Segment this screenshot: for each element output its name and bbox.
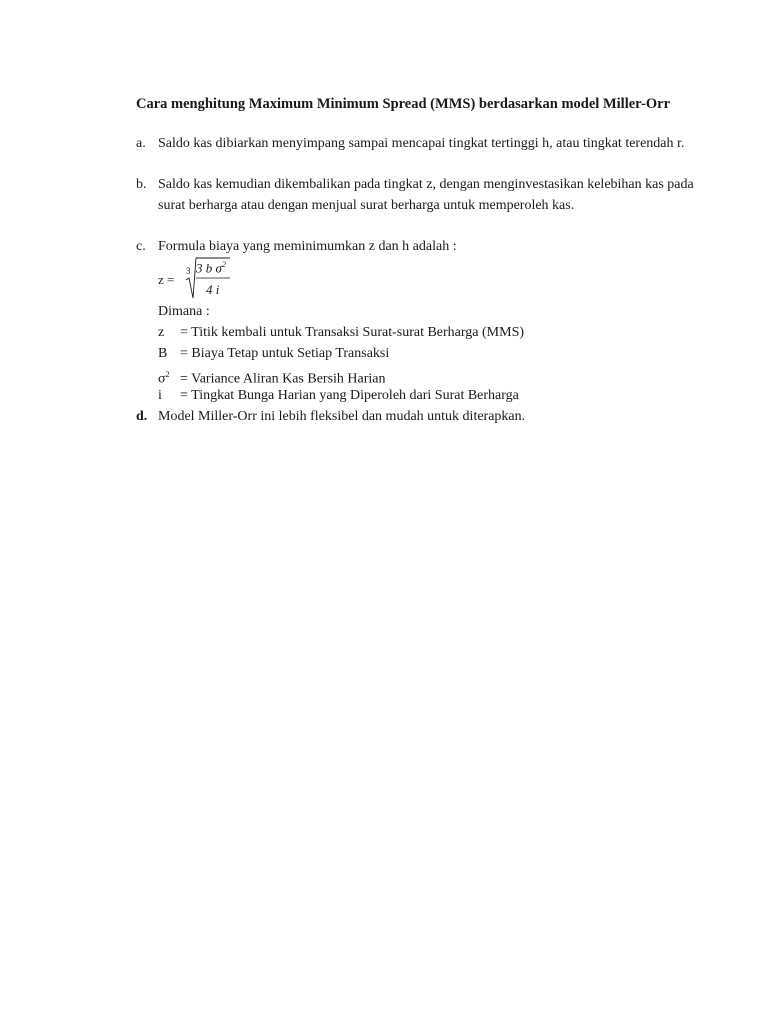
list-item-b [136,175,696,216]
definition-row [158,344,389,365]
list-item-d [136,407,696,428]
definition-text: = Variance Aliran Kas Bersih Harian [180,371,386,387]
list-item-text: Saldo kas kemudian dikembalikan pada tingkat z, dengan menginvestasikan kelebihan kas pada surat berharga atau dengan menjual surat berharga untuk memperoleh kas. [158,177,694,213]
definition-row [158,323,524,344]
formula-denominator: 4 i [206,282,220,297]
list-item-c [136,237,696,258]
numerator-text: 3 b σ [196,260,222,276]
numerator-exponent: 2 [221,260,226,269]
definition-symbol: B [158,346,168,361]
list-item-text: Saldo kas dibiarkan menyimpang sampai mencapai tingkat tertinggi h, atau tingkat terendah r. [158,136,685,151]
list-item-text: Formula biaya yang meminimumkan z dan h adalah : [158,239,457,254]
list-item-text: Model Miller-Orr ini lebih fleksibel dan mudah untuk diterapkan. [158,409,526,424]
symbol-exponent: 2 [165,370,170,379]
definitions-heading: Dimana : [158,304,210,319]
list-marker: b. [136,177,147,192]
definition-text: = Tingkat Bunga Harian yang Diperoleh dari Surat Berharga [180,388,519,403]
definition-symbol: z [158,325,165,340]
definition-symbol: i [158,388,162,403]
definition-text: = Titik kembali untuk Transaksi Surat-surat Berharga (MMS) [180,325,525,340]
list-item-a [136,134,696,155]
definition-symbol: $\sigma^2$ [158,370,170,387]
list-marker: c. [136,239,146,254]
document-title: Cara menghitung Maximum Minimum Spread (MMS) berdasarkan model Miller-Orr [136,96,671,112]
formula-numerator [196,260,226,276]
list-marker: a. [136,136,146,151]
list-marker: d. [136,409,148,424]
definition-row [158,386,519,407]
miller-orr-formula [158,256,278,300]
formula-lhs: z = [158,272,175,287]
root-index: 3 [186,266,191,276]
definition-text: = Biaya Tetap untuk Setiap Transaksi [180,346,390,361]
